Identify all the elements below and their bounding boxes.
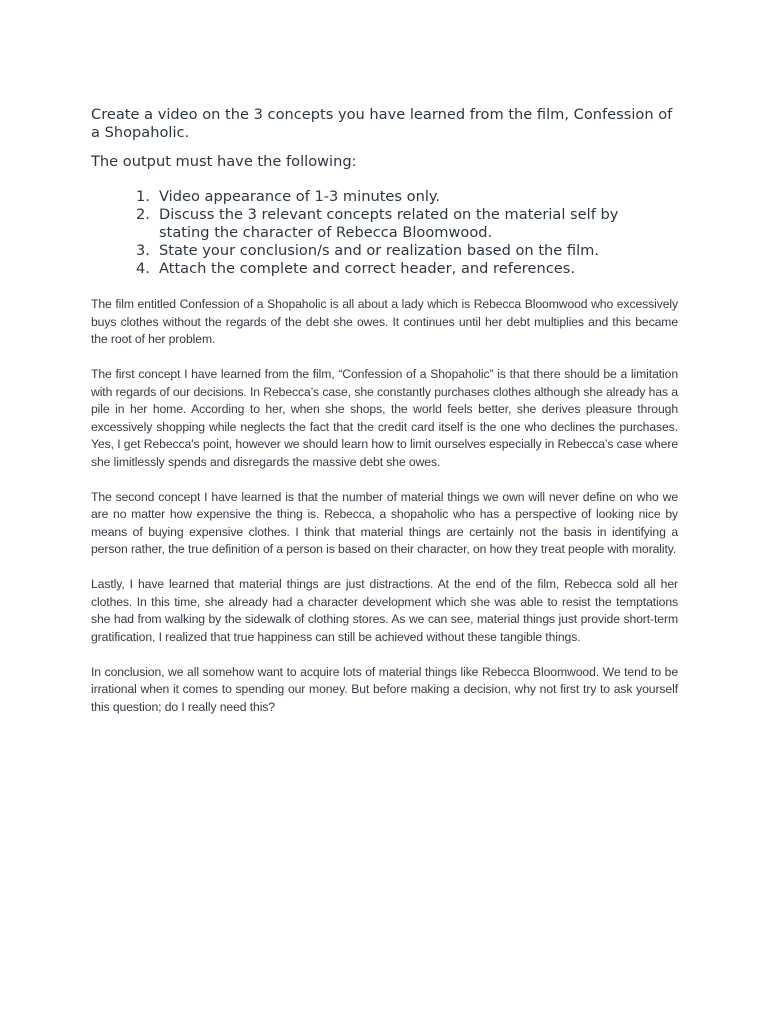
essay-paragraph-first-concept: The first concept I have learned from the film, “Confession of a Shopaholic” is that there should be a limitation with regards of our decisions. In Rebecca’s case, she constantly purchases clothes although she already has a pile in her home. According to her, when she shops, the world feels better, she derives pleasure through excessively shopping while neglects the fact that the credit card itself is the one who declines the purchases. Yes, I get Rebecca’s point, however we should learn how to limit ourselves especially in Rebecca’s case where she limitlessly spends and disregards the massive debt she owes.: [91, 367, 678, 469]
essay-paragraph-third-concept: Lastly, I have learned that material things are just distractions. At the end of the film, Rebecca sold all her clothes. In this time, she already had a character development which she was able to resist the temptations she had from walking by the sidewalk of clothing stores. As we can see, material things just provide short-term gratification, I realized that true happiness can still be achieved without these tangible things.: [91, 577, 678, 644]
requirement-text: Discuss the 3 relevant concepts related on the material self by stating the character of Rebecca Bloomwood.: [159, 206, 619, 241]
requirement-item: [91, 260, 639, 278]
essay-paragraph-conclusion: In conclusion, we all somehow want to acquire lots of material things like Rebecca Bloomwood. We tend to be irrational when it comes to spending our money. But before making a decision, why not first try to ask yourself this question; do I really need this?: [91, 664, 678, 714]
assignment-instruction: Create a video on the 3 concepts you have learned from the film, Confession of a Shopaholic.: [91, 106, 673, 141]
requirement-text: Attach the complete and correct header, and references.: [159, 260, 575, 277]
requirement-text: State your conclusion/s and or realization based on the film.: [159, 242, 600, 259]
list-number: 3.: [136, 242, 150, 259]
document-page: [91, 104, 678, 734]
requirement-item: [91, 242, 639, 260]
requirement-text: Video appearance of 1-3 minutes only.: [159, 188, 441, 205]
requirements-list: [91, 188, 678, 278]
essay-paragraph-second-concept: The second concept I have learned is that the number of material things we own will never define on who we are no matter how expensive the thing is. Rebecca, a shopaholic who has a perspective of looking nice by means of buying expensive clothes. I think that material things are certainly not the basis in identifying a person rather, the true definition of a person is based on their character, on how they treat people with morality.: [91, 489, 678, 556]
list-number: 1.: [136, 188, 150, 205]
essay-body: [91, 296, 678, 716]
list-number: 4.: [136, 260, 150, 277]
requirement-item: [91, 206, 639, 242]
requirement-item: [91, 188, 639, 206]
essay-paragraph-intro: The film entitled Confession of a Shopaholic is all about a lady which is Rebecca Bloomwood who excessively buys clothes without the regards of the debt she owes. It continues until her debt multiplies and this became the root of her problem.: [91, 297, 678, 346]
list-number: 2.: [136, 206, 150, 223]
output-requirements-heading: The output must have the following:: [91, 153, 357, 170]
